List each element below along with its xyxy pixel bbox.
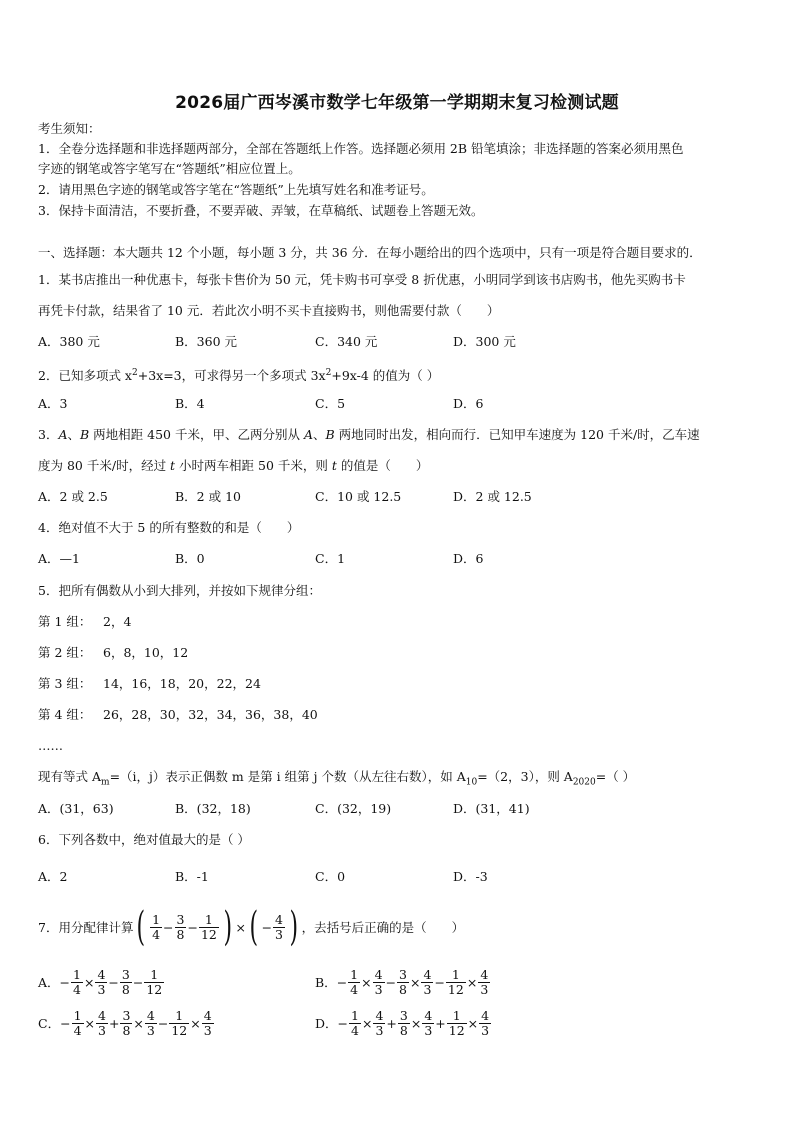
q7-fraction-1 [150, 913, 162, 942]
q2-option-d[interactable]: D．6 [453, 396, 484, 411]
q7-option-d[interactable] [315, 1003, 492, 1043]
q3-text-1: 3． [38, 427, 59, 442]
q7-fraction-3-numerator: 1 [199, 913, 219, 928]
q7-option-d-expr: − $\frac{1}{4}$ × $\frac{4}{3}$ + $\frac{3}{8}$ × $\frac{4}{3}$ + $\frac{1}{12}$ × $\frac{4}{3}$ [337, 1007, 490, 1038]
q3-text-5: 两地同时出发，相向而行．已知甲车速度为 120 千米/时，乙车速 [334, 427, 700, 442]
notice-item-1: 1．全卷分选择题和非选择题两部分，全部在答题纸上作答。选择题必须用 2B 铅笔填涂；非选择题的答案必须用黑色 [38, 141, 684, 156]
q3-stem-line1 [38, 426, 760, 444]
q2-exponent-2: 2 [325, 368, 332, 378]
q7-option-d-label: D． [315, 1016, 338, 1031]
q7-right-paren-2: ) [289, 904, 299, 950]
q4-stem: 4．绝对值不大于 5 的所有整数的和是（ ） [38, 520, 300, 535]
q3-text-6: 度为 80 千米/时，经过 [38, 458, 171, 473]
q1-stem-line2: 再凭卡付款，结果省了 10 元．若此次小明不买卡直接购书，则他需要付款（ ） [38, 303, 500, 318]
q5-eq-text-c: =（2，3），则 A [477, 769, 573, 784]
q1-option-a[interactable]: A．380 元 [38, 334, 100, 349]
q7-option-a-label: A． [38, 975, 60, 990]
q7-suffix: ，去括号后正确的是（ ） [301, 920, 465, 935]
notice-item-3: 3．保持卡面清洁，不要折叠，不要弄破、弄皱，在草稿纸、试题卷上答题无效。 [38, 203, 484, 218]
q7-option-a-expr: − $\frac{1}{4}$ × $\frac{4}{3}$ − $\frac{3}{8}$ − $\frac{1}{12}$ [59, 966, 163, 997]
q3-option-b[interactable]: B．2 或 10 [175, 489, 241, 504]
q5-group-3-values: 14，16，18，20，22，24 [103, 676, 261, 691]
q7-fraction-1-denominator: 4 [152, 926, 161, 942]
q2-stem [38, 364, 760, 385]
q2-text-post: +9x-4 的值为（ ） [331, 368, 440, 384]
q5-option-c[interactable]: C．(32，19) [315, 801, 392, 816]
q7-option-a[interactable] [38, 962, 165, 1002]
q7-left-paren-2: ( [249, 904, 259, 950]
q6-stem: 6．下列各数中，绝对值最大的是（ ） [38, 832, 250, 847]
q7-neg: − [261, 919, 273, 935]
q3-text-8: 的值是（ ） [336, 458, 429, 473]
q7-left-paren: ( [136, 904, 146, 950]
q3-option-d[interactable]: D．2 或 12.5 [453, 489, 532, 504]
q5-eq-sub-10: 10 [465, 777, 478, 788]
q6-option-d[interactable]: D．-3 [453, 869, 488, 884]
q3-var-t: t [170, 458, 176, 473]
q5-group-2-label: 第 2 组： [38, 645, 92, 660]
q3-text-7: 小时两车相距 50 千米，则 [175, 458, 332, 473]
q3-stem-line2 [38, 457, 760, 475]
page-title: 2026届广西岑溪市数学七年级第一学期期末复习检测试题 [175, 93, 619, 113]
q5-group-1-values: 2，4 [103, 614, 132, 629]
q7-option-c-label: C． [38, 1016, 61, 1031]
q2-option-b[interactable]: B．4 [175, 396, 205, 411]
q7-times: × [235, 919, 246, 935]
q7-fraction-4 [273, 913, 285, 942]
q7-option-c-expr: − $\frac{1}{4}$ × $\frac{4}{3}$ + $\frac{3}{8}$ × $\frac{4}{3}$ − $\frac{1}{12}$ × $\frac{4}{3}$ [60, 1007, 212, 1038]
q6-option-a[interactable]: A．2 [38, 869, 68, 884]
q7-fraction-4-denominator: 3 [275, 926, 283, 942]
q3-point-b: B [80, 427, 90, 442]
q5-stem: 5．把所有偶数从小到大排列，并按如下规律分组： [38, 583, 321, 598]
notice-item-2: 2．请用黑色字迹的钢笔或答字笔在“答题纸”上先填写姓名和准考证号。 [38, 182, 434, 197]
q5-group-4-values: 26，28，30，32，34，36，38，40 [103, 707, 318, 722]
q5-group-1-label: 第 1 组： [38, 614, 92, 629]
q7-fraction-3-denominator: 12 [200, 926, 217, 942]
q7-fraction-2-denominator: 8 [176, 926, 185, 942]
q5-group-2-values: 6，8，10，12 [103, 645, 189, 660]
q2-text-pre: 2．已知多项式 x [38, 368, 132, 384]
q2-option-c[interactable]: C．5 [315, 396, 346, 411]
q4-option-a[interactable]: A．—1 [38, 551, 80, 566]
notice-item-1-cont: 字迹的钢笔或答字笔写在“答题纸”相应位置上。 [38, 161, 301, 176]
q2-option-a[interactable]: A．3 [38, 396, 68, 411]
q5-eq-sub-m: m [101, 777, 110, 788]
q7-right-paren: ) [223, 904, 232, 950]
q5-eq-text-b: =（i，j）表示正偶数 m 是第 i 组第 j 个数（从左往右数），如 A [109, 769, 466, 784]
q7-prefix: 7．用分配律计算 [38, 920, 134, 935]
q1-option-d[interactable]: D．300 元 [453, 334, 516, 349]
q3-text-3: 两地相距 450 千米，甲、乙两分别从 [89, 427, 304, 442]
q6-option-c[interactable]: C．0 [315, 869, 346, 884]
q4-option-b[interactable]: B．0 [175, 551, 205, 566]
q7-fraction-3 [199, 913, 219, 942]
notice-heading: 考生须知： [38, 121, 101, 136]
q5-eq-sub-2020: 2020 [572, 777, 596, 788]
q7-option-b-expr: − $\frac{1}{4}$ × $\frac{4}{3}$ − $\frac{3}{8}$ × $\frac{4}{3}$ − $\frac{1}{12}$ × $\frac{4}{3}$ [336, 966, 489, 997]
q3-var-t-2: t [331, 458, 337, 473]
q5-option-d[interactable]: D．(31，41) [453, 801, 530, 816]
q7-minus-2: − [187, 919, 198, 935]
q6-option-b[interactable]: B．-1 [175, 869, 209, 884]
q3-option-c[interactable]: C．10 或 12.5 [315, 489, 402, 504]
section-heading: 一、选择题：本大题共 12 个小题，每小题 3 分，共 36 分．在每小题给出的四个选项中，只有一项是符合题目要求的． [38, 245, 702, 260]
q7-minus-1: − [163, 919, 174, 935]
q7-fraction-2 [175, 913, 187, 942]
q3-text-2: 、 [67, 427, 80, 442]
q3-point-b-2: B [325, 427, 335, 442]
q5-option-b[interactable]: B．(32，18) [175, 801, 251, 816]
q3-text-4: 、 [312, 427, 326, 442]
q5-ellipsis: …… [38, 738, 63, 753]
q4-option-c[interactable]: C．1 [315, 551, 346, 566]
q2-text-mid: +3x=3，可求得另一个多项式 3x [137, 368, 326, 384]
q1-stem-line1: 1．某书店推出一种优惠卡，每张卡售价为 50 元，凭卡购书可享受 8 折优惠，小明同学到该书店购书，他先买购书卡 [38, 272, 686, 287]
q3-point-a: A [58, 427, 68, 442]
q7-option-c[interactable] [38, 1003, 215, 1043]
q7-option-b[interactable] [315, 962, 491, 1002]
q3-option-a[interactable]: A．2 或 2.5 [38, 489, 108, 504]
q4-option-d[interactable]: D．6 [453, 551, 484, 566]
q5-eq-text-a: 现有等式 A [38, 769, 102, 784]
q5-group-3-label: 第 3 组： [38, 676, 92, 691]
q5-eq-text-d: =（ ） [595, 769, 636, 784]
q5-group-4-label: 第 4 组： [38, 707, 92, 722]
q5-equation [38, 768, 760, 792]
q1-option-c[interactable]: C．340 元 [315, 334, 378, 349]
q1-option-b[interactable]: B．360 元 [175, 334, 238, 349]
q3-point-a-2: A [303, 427, 313, 442]
q7-fraction-4-numerator: 4 [275, 911, 283, 927]
q5-option-a[interactable]: A．(31，63) [38, 801, 114, 816]
q7-fraction-1-numerator: 1 [152, 911, 161, 927]
q2-exponent-1: 2 [131, 368, 138, 378]
q7-option-b-label: B． [315, 975, 337, 990]
q7-fraction-2-numerator: 3 [176, 911, 185, 927]
q7-stem [38, 904, 464, 950]
